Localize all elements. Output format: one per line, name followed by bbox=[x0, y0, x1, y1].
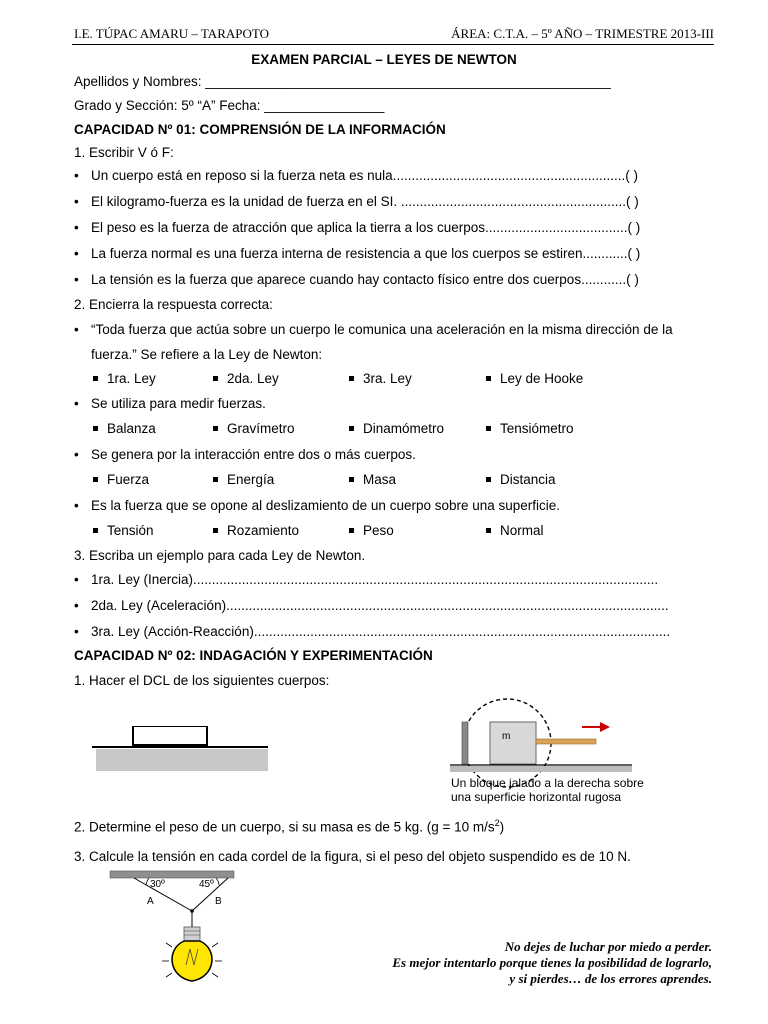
name-field: Apellidos y Nombres: ______________________________________________________ bbox=[74, 74, 611, 89]
mc-option: Energía bbox=[213, 472, 274, 487]
grade-field: Grado y Sección: 5º “A” Fecha: ________________ bbox=[74, 98, 385, 113]
bullet-icon: • bbox=[74, 194, 79, 209]
question-1-title: 1. Escribir V ó F: bbox=[74, 145, 174, 160]
mc-option: Tensión bbox=[93, 523, 154, 538]
square-bullet-icon bbox=[213, 426, 218, 431]
tf-item: La fuerza normal es una fuerza interna de resistencia a que los cuerpos se estiren............( ) bbox=[91, 246, 641, 261]
bullet-icon: • bbox=[74, 168, 79, 183]
mc-stem: fuerza.” Se refiere a la Ley de Newton: bbox=[91, 347, 323, 362]
mc-stem: Se utiliza para medir fuerzas. bbox=[91, 396, 266, 411]
mc-option: Balanza bbox=[93, 421, 156, 436]
square-bullet-icon bbox=[486, 477, 491, 482]
capacity-2-title: CAPACIDAD Nº 02: INDAGACIÓN Y EXPERIMENTACIÓN bbox=[74, 648, 433, 663]
square-bullet-icon bbox=[349, 528, 354, 533]
question-3-title: 3. Escriba un ejemplo para cada Ley de Newton. bbox=[74, 548, 366, 563]
square-bullet-icon bbox=[486, 528, 491, 533]
bullet-icon: • bbox=[74, 246, 79, 261]
header-divider bbox=[72, 44, 714, 45]
mc-option: Normal bbox=[486, 523, 544, 538]
mc-option: Distancia bbox=[486, 472, 556, 487]
tf-item: El peso es la fuerza de atracción que aplica la tierra a los cuerpos......................................( ) bbox=[91, 220, 641, 235]
square-bullet-icon bbox=[93, 528, 98, 533]
square-bullet-icon bbox=[93, 477, 98, 482]
square-bullet-icon bbox=[213, 477, 218, 482]
block-on-surface-figure bbox=[90, 726, 272, 774]
mc-stem: “Toda fuerza que actúa sobre un cuerpo le comunica una aceleración en la misma dirección de la bbox=[91, 322, 673, 337]
mc-option: Dinamómetro bbox=[349, 421, 444, 436]
exam-title: EXAMEN PARCIAL – LEYES DE NEWTON bbox=[251, 52, 517, 67]
square-bullet-icon bbox=[349, 376, 354, 381]
mc-stem: Se genera por la interacción entre dos o más cuerpos. bbox=[91, 447, 416, 462]
mc-option: 1ra. Ley bbox=[93, 371, 156, 386]
figure-caption: Un bloque jalado a la derecha sobre bbox=[451, 776, 644, 790]
mc-option: Rozamiento bbox=[213, 523, 299, 538]
tf-item: El kilogramo-fuerza es la unidad de fuerza en el SI. ............................................................( ) bbox=[91, 194, 639, 209]
square-bullet-icon bbox=[486, 426, 491, 431]
bullet-icon: • bbox=[74, 272, 79, 287]
bullet-icon: • bbox=[74, 447, 79, 462]
law-example-line: 2da. Ley (Aceleración)...................................................................................................................... bbox=[91, 598, 669, 613]
mc-option: Ley de Hooke bbox=[486, 371, 583, 386]
square-bullet-icon bbox=[93, 376, 98, 381]
square-bullet-icon bbox=[93, 426, 98, 431]
mc-option: Peso bbox=[349, 523, 394, 538]
rope-label-b: B bbox=[215, 896, 222, 907]
square-bullet-icon bbox=[213, 528, 218, 533]
bullet-icon: • bbox=[74, 572, 79, 587]
law-example-line: 1ra. Ley (Inercia)............................................................................................................................ bbox=[91, 572, 659, 587]
weight-question: 2. Determine el peso de un cuerpo, si su masa es de 5 kg. (g = 10 $m/s^2$) bbox=[74, 818, 505, 835]
mc-option: 2da. Ley bbox=[213, 371, 279, 386]
bullet-icon: • bbox=[74, 220, 79, 235]
figure-caption: una superficie horizontal rugosa bbox=[451, 790, 622, 804]
bullet-icon: • bbox=[74, 396, 79, 411]
tf-item: Un cuerpo está en reposo si la fuerza neta es nula..............................................................( ) bbox=[91, 168, 638, 183]
square-bullet-icon bbox=[349, 426, 354, 431]
block-mass-label: m bbox=[502, 731, 511, 742]
tf-item: La tensión es la fuerza que aparece cuando hay contacto físico entre dos cuerpos............( ) bbox=[91, 272, 639, 287]
mc-option: Tensiómetro bbox=[486, 421, 574, 436]
mc-stem: Es la fuerza que se opone al deslizamiento de un cuerpo sobre una superficie. bbox=[91, 498, 561, 513]
motivational-quote: No dejes de luchar por miedo a perder. Es mejor intentarlo porque tienes la posibilidad de lograrlo, y si pierdes… de los errores aprendes. bbox=[392, 939, 712, 986]
law-example-line: 3ra. Ley (Acción-Reacción)............................................................................................................... bbox=[91, 624, 671, 639]
angle-label-right: 45º bbox=[199, 879, 214, 890]
square-bullet-icon bbox=[213, 376, 218, 381]
mc-option: 3ra. Ley bbox=[349, 371, 412, 386]
area-info: ÁREA: C.T.A. – 5º AÑO – TRIMESTRE 2013-III bbox=[451, 26, 714, 41]
hanging-bulb-figure bbox=[104, 869, 244, 995]
school-name: I.E. TÚPAC AMARU – TARAPOTO bbox=[74, 26, 269, 41]
capacity-1-title: CAPACIDAD Nº 01: COMPRENSIÓN DE LA INFORMACIÓN bbox=[74, 122, 446, 137]
tension-question: 3. Calcule la tensión en cada cordel de la figura, si el peso del objeto suspendido es de 10 N. bbox=[74, 849, 631, 864]
bullet-icon: • bbox=[74, 498, 79, 513]
rope-label-a: A bbox=[147, 896, 154, 907]
angle-label-left: 30º bbox=[150, 879, 165, 890]
question-2-title: 2. Encierra la respuesta correcta: bbox=[74, 297, 273, 312]
mc-option: Fuerza bbox=[93, 472, 149, 487]
bullet-icon: • bbox=[74, 624, 79, 639]
dcl-question: 1. Hacer el DCL de los siguientes cuerpos: bbox=[74, 673, 330, 688]
square-bullet-icon bbox=[486, 376, 491, 381]
bullet-icon: • bbox=[74, 322, 79, 337]
bullet-icon: • bbox=[74, 598, 79, 613]
mc-option: Masa bbox=[349, 472, 396, 487]
square-bullet-icon bbox=[349, 477, 354, 482]
mc-option: Gravímetro bbox=[213, 421, 295, 436]
